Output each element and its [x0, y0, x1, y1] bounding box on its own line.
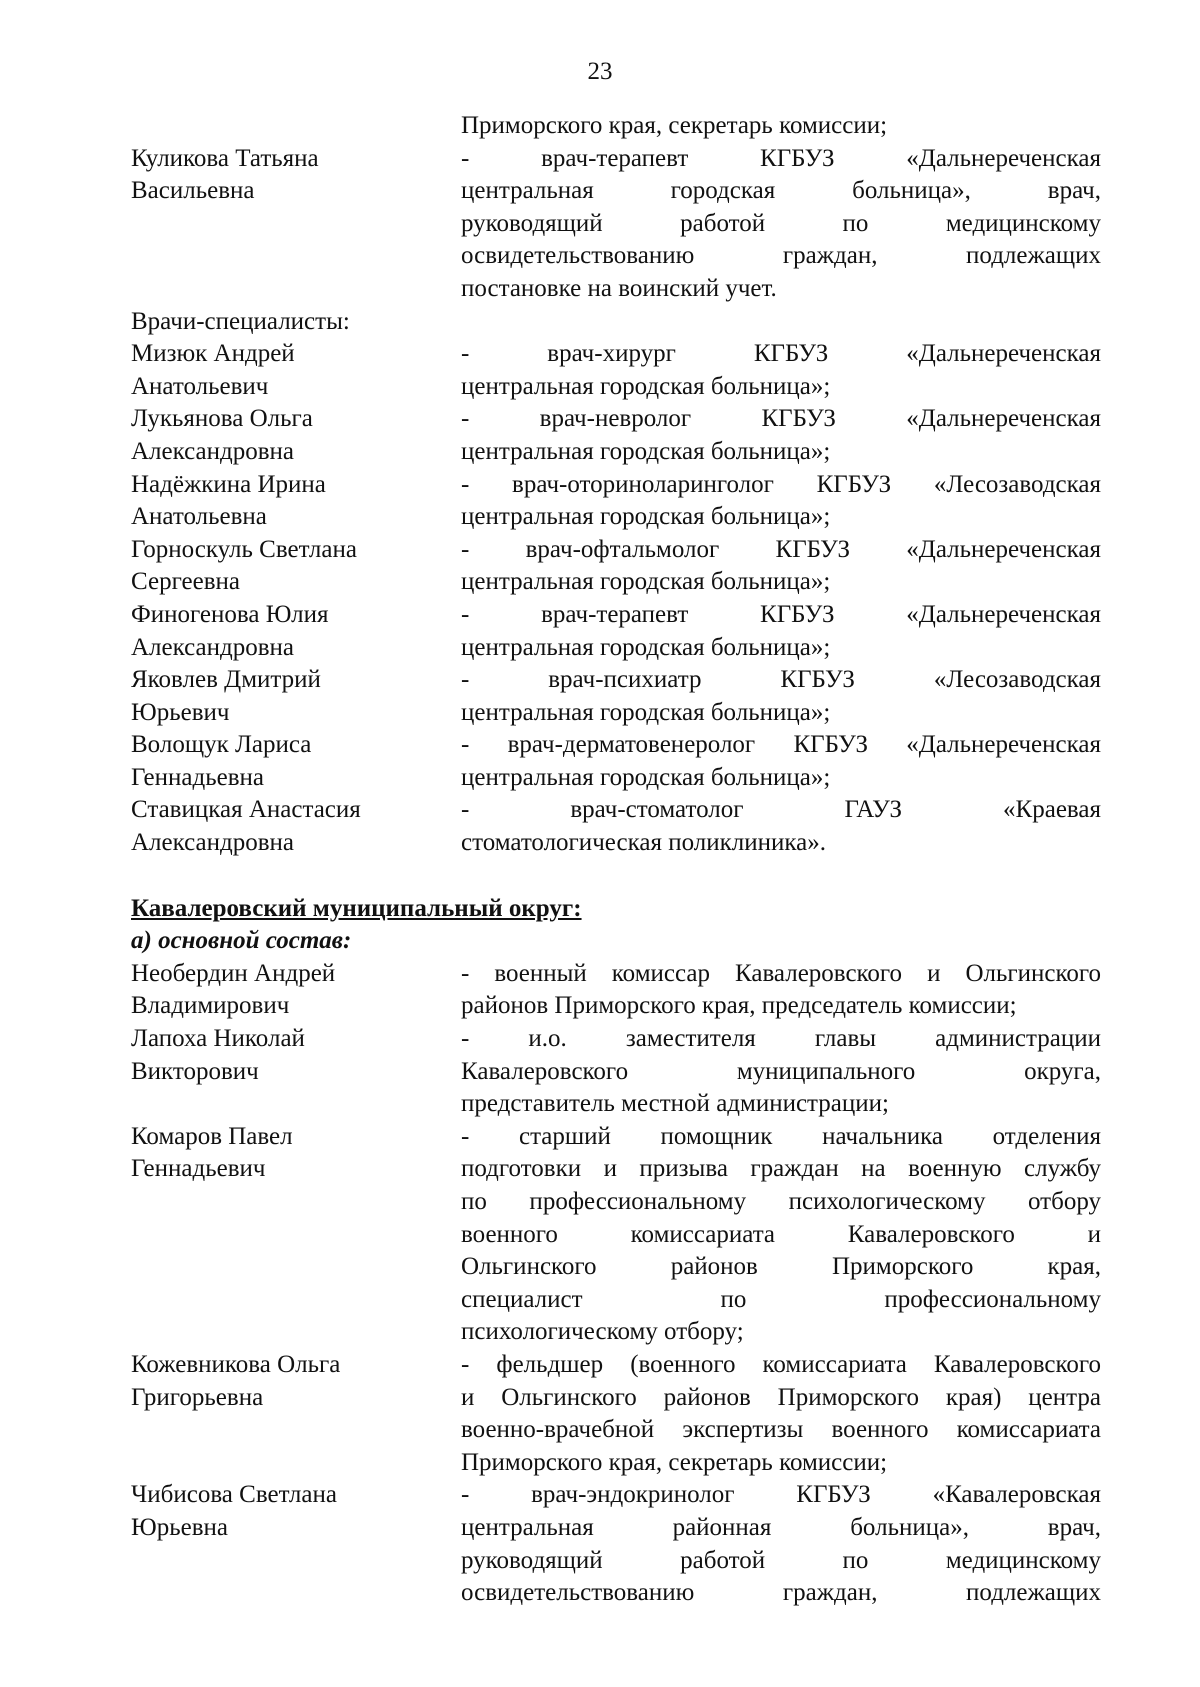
member-name	[131, 664, 461, 729]
position-line: центральная городская больница»;	[461, 763, 831, 791]
member-name	[131, 1023, 461, 1121]
name-line: Мизюк Андрей	[131, 340, 295, 368]
name-line: Кожевникова Ольга	[131, 1350, 341, 1378]
name-line: Викторович	[131, 1057, 259, 1085]
member-entry	[131, 1479, 1101, 1609]
position-line: представитель местной администрации;	[461, 1090, 889, 1118]
position-line: центральная городская больница»;	[461, 437, 831, 465]
position-line: и Ольгинского районов Приморского края) центра	[461, 1383, 1101, 1411]
position-line: военно-врачебной экспертизы военного комиссариата	[461, 1416, 1101, 1444]
position-line: - врач-терапевт КГБУЗ «Дальнереченская	[461, 600, 1101, 628]
member-name	[131, 794, 461, 859]
member-position	[461, 143, 1101, 306]
member-position	[461, 110, 1101, 143]
member-entry	[131, 1349, 1101, 1479]
member-name	[131, 1121, 461, 1349]
section-heading: Кавалеровский муниципальный округ:	[131, 894, 582, 922]
name-line: Геннадьевич	[131, 1155, 266, 1183]
position-line: руководящий работой по медицинскому	[461, 209, 1101, 237]
member-position	[461, 534, 1101, 599]
name-line: Яковлев Дмитрий	[131, 666, 321, 694]
position-line: руководящий работой по медицинскому	[461, 1546, 1101, 1574]
name-line: Финогенова Юлия	[131, 600, 329, 628]
position-line: центральная городская больница»;	[461, 633, 831, 661]
member-name	[131, 599, 461, 664]
position-line: - врач-стоматолог ГАУЗ «Краевая	[461, 796, 1101, 824]
member-entry	[131, 534, 1101, 599]
name-line: Александровна	[131, 829, 295, 857]
position-line: центральная городская больница»;	[461, 372, 831, 400]
name-line: Александровна	[131, 437, 295, 465]
name-line: Геннадьевна	[131, 763, 264, 791]
member-position	[461, 729, 1101, 794]
name-line: Владимирович	[131, 992, 290, 1020]
position-line: Кавалеровского муниципального округа,	[461, 1057, 1101, 1085]
name-line: Юрьевна	[131, 1513, 228, 1541]
member-position	[461, 664, 1101, 729]
name-line: Волощук Лариса	[131, 731, 312, 759]
position-line: освидетельствованию граждан, подлежащих	[461, 1579, 1101, 1607]
name-line: Куликова Татьяна	[131, 144, 319, 172]
member-entry	[131, 958, 1101, 1023]
member-position	[461, 403, 1101, 468]
member-name	[131, 1349, 461, 1479]
name-line: Чибисова Светлана	[131, 1481, 337, 1509]
member-position	[461, 599, 1101, 664]
position-line: постановке на воинский учет.	[461, 274, 777, 302]
page-number: 23	[587, 58, 613, 85]
member-name	[131, 958, 461, 1023]
member-position	[461, 1023, 1101, 1121]
member-entry	[131, 469, 1101, 534]
specialists-label: Врачи-специалисты:	[131, 307, 350, 335]
position-line: - врач-дерматовенеролог КГБУЗ «Дальнереченская	[461, 731, 1101, 759]
position-line: психологическому отбору;	[461, 1318, 744, 1346]
member-entry	[131, 664, 1101, 729]
member-position	[461, 1479, 1101, 1609]
member-name	[131, 110, 461, 143]
name-line: Лапоха Николай	[131, 1025, 305, 1053]
commission-members-continued	[131, 110, 1101, 306]
position-line: - врач-хирург КГБУЗ «Дальнереченская	[461, 340, 1101, 368]
position-line: центральная городская больница»;	[461, 698, 831, 726]
member-name	[131, 1479, 461, 1609]
name-line: Ставицкая Анастасия	[131, 796, 361, 824]
member-position	[461, 1121, 1101, 1349]
document-content	[131, 110, 1101, 1610]
position-line: районов Приморского края, председатель комиссии;	[461, 992, 1017, 1020]
position-line: военного комиссариата Кавалеровского и	[461, 1220, 1101, 1248]
name-line: Александровна	[131, 633, 295, 661]
member-entry	[131, 729, 1101, 794]
specialists-list	[131, 338, 1101, 860]
position-line: центральная городская больница»;	[461, 568, 831, 596]
member-name	[131, 338, 461, 403]
name-line: Комаров Павел	[131, 1122, 293, 1150]
position-line: - фельдшер (военного комиссариата Кавалеровского	[461, 1350, 1101, 1378]
name-line: Васильевна	[131, 177, 255, 205]
member-position	[461, 469, 1101, 534]
name-line: Юрьевич	[131, 698, 230, 726]
position-line: - врач-офтальмолог КГБУЗ «Дальнереченская	[461, 535, 1101, 563]
position-line: центральная городская больница», врач,	[461, 177, 1101, 205]
member-name	[131, 469, 461, 534]
position-line: - врач-оториноларинголог КГБУЗ «Лесозаводская	[461, 470, 1101, 498]
position-line: освидетельствованию граждан, подлежащих	[461, 242, 1101, 270]
member-position	[461, 958, 1101, 1023]
member-entry	[131, 110, 1101, 143]
position-line: по профессиональному психологическому отбору	[461, 1188, 1101, 1215]
name-line: Надёжкина Ирина	[131, 470, 326, 498]
name-line: Анатольевич	[131, 372, 269, 400]
member-entry	[131, 403, 1101, 468]
member-name	[131, 403, 461, 468]
position-line: - врач-эндокринолог КГБУЗ «Кавалеровская	[461, 1481, 1101, 1509]
member-name	[131, 143, 461, 306]
member-position	[461, 1349, 1101, 1479]
member-entry	[131, 1121, 1101, 1349]
position-line: подготовки и призыва граждан на военную службу	[461, 1155, 1101, 1183]
member-position	[461, 338, 1101, 403]
member-entry	[131, 338, 1101, 403]
name-line: Сергеевна	[131, 568, 240, 596]
name-line: Анатольевна	[131, 503, 267, 531]
position-line: - врач-невролог КГБУЗ «Дальнереченская	[461, 405, 1101, 433]
position-line: - врач-терапевт КГБУЗ «Дальнереченская	[461, 144, 1101, 172]
position-line: центральная городская больница»;	[461, 503, 831, 531]
position-line: - военный комиссар Кавалеровского и Ольгинского	[461, 959, 1101, 987]
section-subheading: а) основной состав:	[131, 927, 352, 955]
member-entry	[131, 143, 1101, 306]
position-line: стоматологическая поликлиника».	[461, 829, 826, 857]
position-line: Ольгинского районов Приморского края,	[461, 1253, 1101, 1281]
member-entry	[131, 1023, 1101, 1121]
member-entry	[131, 599, 1101, 664]
name-line: Необердин Андрей	[131, 959, 336, 987]
position-line: центральная районная больница», врач,	[461, 1513, 1101, 1541]
member-name	[131, 534, 461, 599]
member-name	[131, 729, 461, 794]
main-composition-list	[131, 958, 1101, 1610]
position-line: - старший помощник начальника отделения	[461, 1122, 1101, 1150]
name-line: Лукьянова Ольга	[131, 405, 313, 433]
name-line: Горноскуль Светлана	[131, 535, 357, 563]
position-line: специалист по профессиональному	[461, 1285, 1101, 1313]
position-line: - и.о. заместителя главы администрации	[461, 1025, 1101, 1053]
position-line: Приморского края, секретарь комиссии;	[461, 112, 888, 139]
member-entry	[131, 794, 1101, 859]
member-position	[461, 794, 1101, 859]
position-line: Приморского края, секретарь комиссии;	[461, 1448, 888, 1476]
name-line: Григорьевна	[131, 1383, 264, 1411]
position-line: - врач-психиатр КГБУЗ «Лесозаводская	[461, 666, 1101, 694]
